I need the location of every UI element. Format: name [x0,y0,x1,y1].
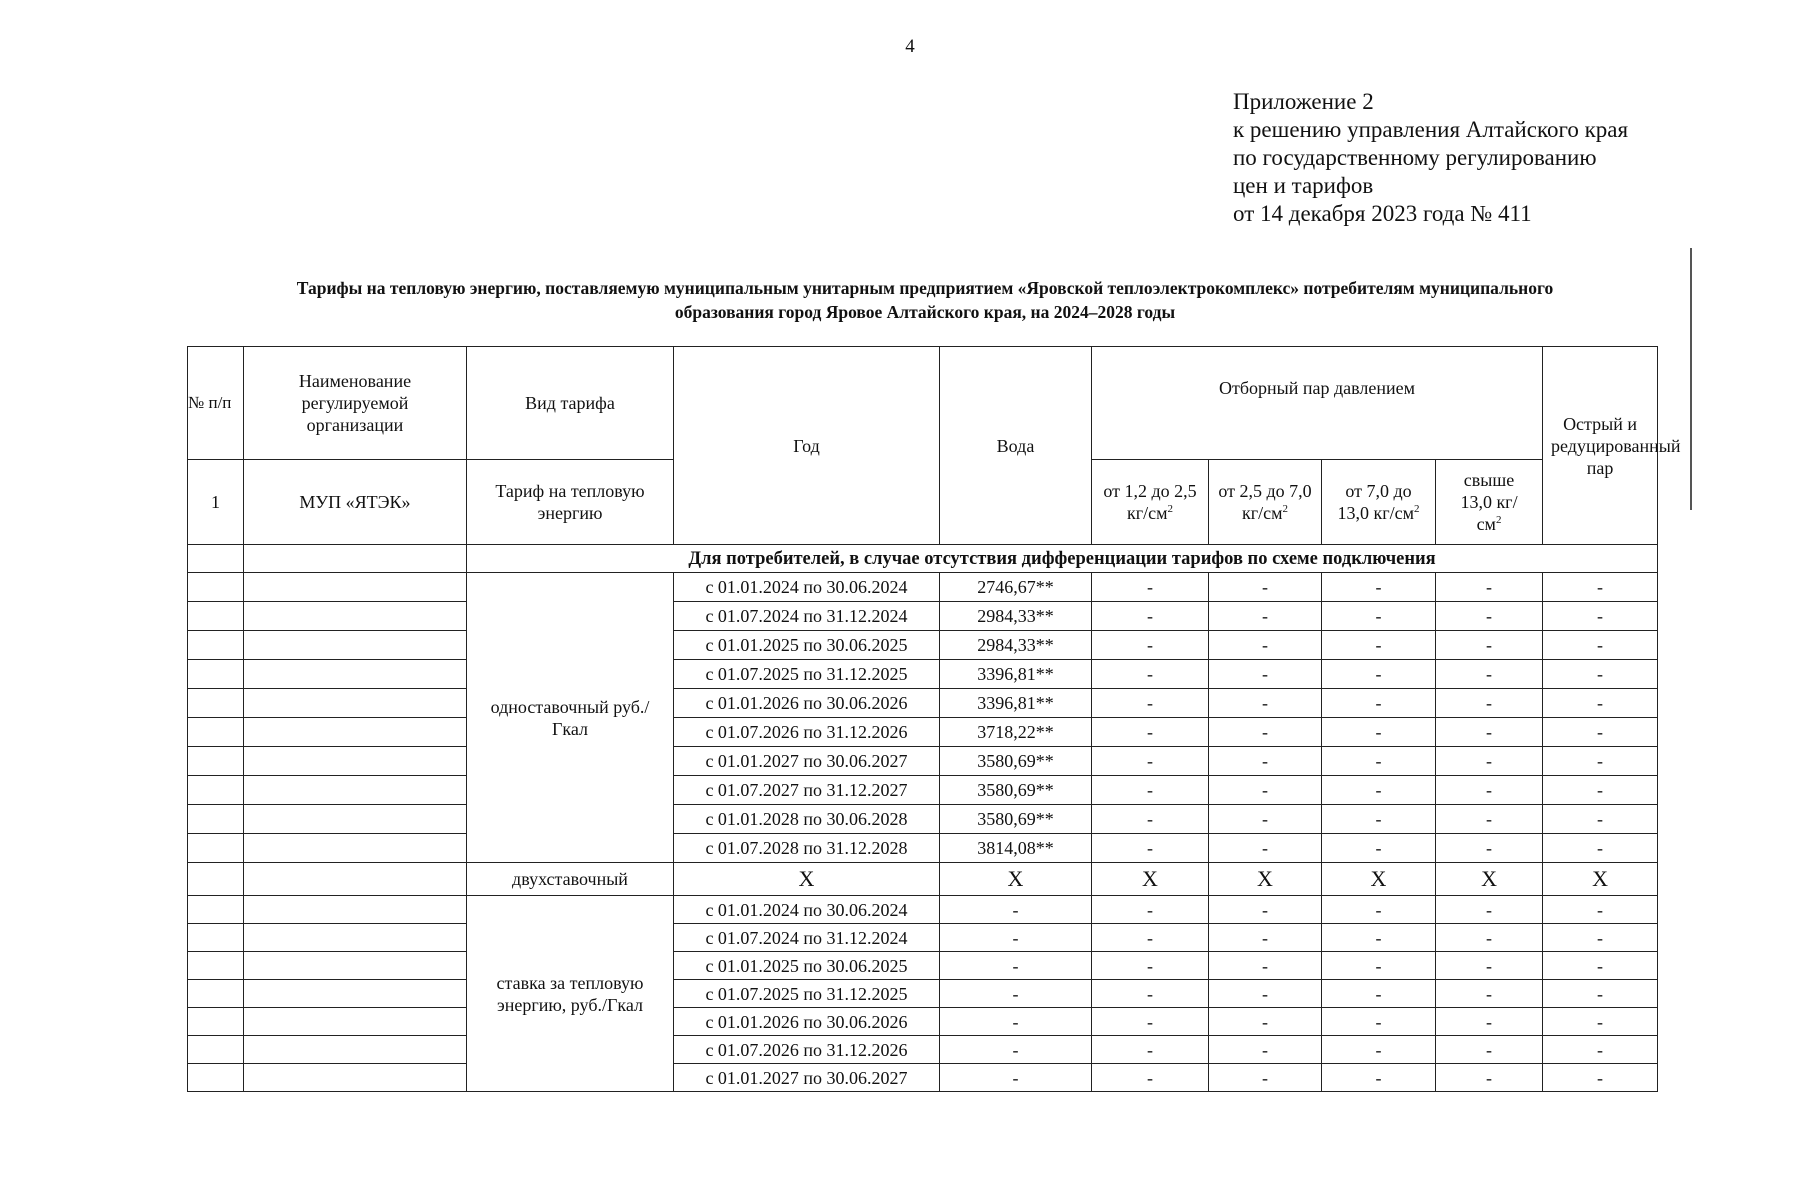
x-mark-cell: X [1543,863,1658,896]
dash-cell: - [1543,776,1658,805]
x-mark-cell: X [1436,863,1543,896]
empty-cell [244,805,467,834]
dash-cell: - [1436,718,1543,747]
empty-cell [188,896,244,924]
appendix-line: Приложение 2 [1233,89,1374,114]
dash-cell: - [1092,1064,1209,1092]
dash-cell: - [1322,573,1436,602]
water-value-cell: 2746,67** [940,573,1092,602]
dash-cell: - [1322,1036,1436,1064]
superscript: 2 [1167,503,1173,515]
dash-cell: - [1543,602,1658,631]
empty-cell [244,573,467,602]
dash-cell: - [1322,631,1436,660]
empty-cell [244,952,467,980]
dash-cell: - [1543,631,1658,660]
table-row [188,896,1658,924]
period-cell: с 01.07.2026 по 31.12.2026 [674,718,940,747]
dash-cell: - [1322,718,1436,747]
dash-cell: - [1092,1008,1209,1036]
period-cell: с 01.01.2027 по 30.06.2027 [674,747,940,776]
water-value-cell: 3580,69** [940,747,1092,776]
dash-cell: - [1322,896,1436,924]
dash-cell: - [1092,896,1209,924]
water-value-cell: - [940,1036,1092,1064]
first-row-tariff: Тариф на тепловую энергию [467,460,674,545]
table-row [188,834,1658,863]
period-cell: с 01.07.2025 по 31.12.2025 [674,660,940,689]
water-value-cell: - [940,952,1092,980]
tariff-kind-label: ставка за тепловую энергию, руб./Гкал [467,896,674,1092]
empty-cell [244,924,467,952]
empty-cell [244,834,467,863]
period-cell: с 01.07.2026 по 31.12.2026 [674,1036,940,1064]
dash-cell: - [1436,573,1543,602]
x-mark-cell: X [1092,863,1209,896]
tariff-kind-label: одноставочный руб./Гкал [467,573,674,863]
dash-cell: - [1436,631,1543,660]
tariff-table [187,346,1681,1092]
dash-cell: - [1436,952,1543,980]
dash-cell: - [1092,660,1209,689]
dash-cell: - [1543,1036,1658,1064]
table-row [188,718,1658,747]
dash-cell: - [1209,776,1322,805]
dash-cell: - [1092,805,1209,834]
water-value-cell: 3396,81** [940,689,1092,718]
dash-cell: - [1092,718,1209,747]
empty-cell [188,573,244,602]
dash-cell: - [1543,747,1658,776]
water-value-cell: - [940,924,1092,952]
empty-cell [188,689,244,718]
header-steam-4 [1436,460,1543,545]
dash-cell: - [1322,1064,1436,1092]
dash-cell: - [1092,573,1209,602]
dash-cell: - [1436,602,1543,631]
superscript: 2 [1282,503,1288,515]
dash-cell: - [1209,805,1322,834]
superscript: 2 [1414,503,1420,515]
empty-cell [188,545,244,573]
table-row [188,747,1658,776]
period-cell: с 01.01.2028 по 30.06.2028 [674,805,940,834]
dash-cell: - [1436,1036,1543,1064]
empty-cell [188,924,244,952]
water-value-cell: - [940,1008,1092,1036]
table-row [188,1064,1658,1092]
first-row-org: МУП «ЯТЭК» [244,460,467,545]
empty-cell [188,805,244,834]
dash-cell: - [1322,980,1436,1008]
dash-cell: - [1209,924,1322,952]
table-row [188,573,1658,602]
period-cell: с 01.01.2025 по 30.06.2025 [674,952,940,980]
dash-cell: - [1092,834,1209,863]
header-steam-2-text: от 2,5 до 7,0 кг/см [1218,481,1312,523]
dash-cell: - [1322,602,1436,631]
empty-cell [244,660,467,689]
page-number: 4 [905,36,915,57]
dash-cell: - [1436,834,1543,863]
water-value-cell: 3718,22** [940,718,1092,747]
dash-cell: - [1322,805,1436,834]
dash-cell: - [1209,1008,1322,1036]
dash-cell: - [1209,896,1322,924]
empty-cell [188,631,244,660]
header-steam-1-text: от 1,2 до 2,5 кг/см [1103,481,1197,523]
scan-edge-mark [1690,248,1692,510]
dash-cell: - [1543,573,1658,602]
table-row [188,805,1658,834]
dash-cell: - [1322,924,1436,952]
dash-cell: - [1436,980,1543,1008]
appendix-line: цен и тарифов [1233,173,1374,198]
dash-cell: - [1209,747,1322,776]
dash-cell: - [1436,805,1543,834]
table-row [188,631,1658,660]
empty-cell [188,602,244,631]
water-value-cell: - [940,896,1092,924]
title-line: образования город Яровое Алтайского края, на 2024–2028 годы [674,302,1176,322]
table-row [188,924,1658,952]
dash-cell: - [1543,1008,1658,1036]
dash-cell: - [1092,602,1209,631]
dash-cell: - [1209,689,1322,718]
dash-cell: - [1209,602,1322,631]
empty-cell [188,863,244,896]
dash-cell: - [1209,631,1322,660]
empty-cell [244,863,467,896]
period-cell: с 01.07.2024 по 31.12.2024 [674,602,940,631]
table-row [188,980,1658,1008]
dash-cell: - [1209,980,1322,1008]
empty-cell [188,1036,244,1064]
dash-cell: - [1543,1064,1658,1092]
appendix-line: от 14 декабря 2023 года № 411 [1233,201,1532,226]
empty-cell [244,602,467,631]
period-cell: с 01.07.2024 по 31.12.2024 [674,924,940,952]
table-row [188,602,1658,631]
tariff-kind-label: двухставочный [467,863,674,896]
table-row [188,952,1658,980]
period-cell: с 01.01.2026 по 30.06.2026 [674,689,940,718]
section-caption-row [188,545,1658,573]
dash-cell: - [1209,834,1322,863]
header-steam-2 [1209,460,1322,545]
empty-cell [188,1064,244,1092]
header-year: Год [674,347,940,545]
table-row [188,776,1658,805]
header-steam-1 [1092,460,1209,545]
dash-cell: - [1209,1036,1322,1064]
dash-cell: - [1436,1064,1543,1092]
header-num: № п/п [188,347,244,460]
dash-cell: - [1209,1064,1322,1092]
table-row [188,1036,1658,1064]
dash-cell: - [1092,1036,1209,1064]
dash-cell: - [1543,952,1658,980]
dash-cell: - [1209,952,1322,980]
header-steam: Отборный пар давлением [1092,347,1543,460]
water-value-cell: 3580,69** [940,776,1092,805]
water-value-cell: 3580,69** [940,805,1092,834]
empty-cell [244,545,467,573]
table-row [188,660,1658,689]
dash-cell: - [1543,718,1658,747]
dash-cell: - [1436,924,1543,952]
water-value-cell: 3814,08** [940,834,1092,863]
period-cell: с 01.07.2028 по 31.12.2028 [674,834,940,863]
dash-cell: - [1543,805,1658,834]
header-sharp-steam: Острый и редуцированный пар [1543,347,1658,545]
empty-cell [244,1064,467,1092]
empty-cell [244,1036,467,1064]
empty-cell [244,776,467,805]
first-row-num: 1 [188,460,244,545]
dash-cell: - [1543,660,1658,689]
water-value-cell: 2984,33** [940,602,1092,631]
period-cell: с 01.07.2027 по 31.12.2027 [674,776,940,805]
empty-cell [244,718,467,747]
empty-cell [188,952,244,980]
two-rate-row [188,863,1658,896]
dash-cell: - [1322,952,1436,980]
period-cell: с 01.01.2026 по 30.06.2026 [674,1008,940,1036]
dash-cell: - [1209,718,1322,747]
dash-cell: - [1543,689,1658,718]
empty-cell [244,980,467,1008]
period-cell: с 01.07.2025 по 31.12.2025 [674,980,940,1008]
empty-cell [244,631,467,660]
header-steam-4-text: свыше 13,0 кг/см [1460,470,1518,534]
x-mark-cell: X [1322,863,1436,896]
dash-cell: - [1092,952,1209,980]
dash-cell: - [1543,896,1658,924]
dash-cell: - [1322,660,1436,689]
empty-cell [244,747,467,776]
empty-cell [188,834,244,863]
water-value-cell: - [940,1064,1092,1092]
empty-cell [244,1008,467,1036]
dash-cell: - [1322,834,1436,863]
section-caption: Для потребителей, в случае отсутствия дифференциации тарифов по схеме подключения [467,545,1658,573]
header-steam-3 [1322,460,1436,545]
dash-cell: - [1436,660,1543,689]
dash-cell: - [1543,980,1658,1008]
empty-cell [244,896,467,924]
empty-cell [188,1008,244,1036]
dash-cell: - [1209,660,1322,689]
dash-cell: - [1092,747,1209,776]
dash-cell: - [1436,689,1543,718]
dash-cell: - [1436,776,1543,805]
empty-cell [244,689,467,718]
appendix-line: к решению управления Алтайского края [1233,117,1629,142]
dash-cell: - [1436,747,1543,776]
dash-cell: - [1092,631,1209,660]
header-tariff-type: Вид тарифа [467,347,674,460]
appendix-block [1233,88,1628,228]
table-row [188,1008,1658,1036]
water-value-cell: 2984,33** [940,631,1092,660]
dash-cell: - [1092,980,1209,1008]
title-line: Тарифы на тепловую энергию, поставляемую муниципальным унитарным предприятием «Яровской теплоэлектрокомплекс» потребителям муниципального [296,278,1554,298]
empty-cell [188,776,244,805]
header-water: Вода [940,347,1092,545]
superscript: 2 [1495,514,1502,526]
dash-cell: - [1209,573,1322,602]
header-org: Наименование регулируемой организации [244,347,467,460]
water-value-cell: 3396,81** [940,660,1092,689]
period-cell: с 01.01.2024 по 30.06.2024 [674,573,940,602]
dash-cell: - [1322,1008,1436,1036]
empty-cell [188,660,244,689]
period-cell: с 01.01.2024 по 30.06.2024 [674,896,940,924]
x-mark-cell: X [674,863,940,896]
dash-cell: - [1436,896,1543,924]
header-row [188,347,1658,460]
dash-cell: - [1436,1008,1543,1036]
dash-cell: - [1543,924,1658,952]
dash-cell: - [1543,834,1658,863]
dash-cell: - [1322,747,1436,776]
x-mark-cell: X [1209,863,1322,896]
empty-cell [188,747,244,776]
dash-cell: - [1322,689,1436,718]
dash-cell: - [1092,776,1209,805]
document-title [186,276,1664,324]
header-steam-3-text: от 7,0 до 13,0 кг/см [1337,481,1414,523]
empty-cell [188,980,244,1008]
period-cell: с 01.01.2027 по 30.06.2027 [674,1064,940,1092]
period-cell: с 01.01.2025 по 30.06.2025 [674,631,940,660]
appendix-line: по государственному регулированию [1233,145,1597,170]
table-row [188,689,1658,718]
dash-cell: - [1092,689,1209,718]
water-value-cell: - [940,980,1092,1008]
x-mark-cell: X [940,863,1092,896]
empty-cell [188,718,244,747]
dash-cell: - [1322,776,1436,805]
dash-cell: - [1092,924,1209,952]
